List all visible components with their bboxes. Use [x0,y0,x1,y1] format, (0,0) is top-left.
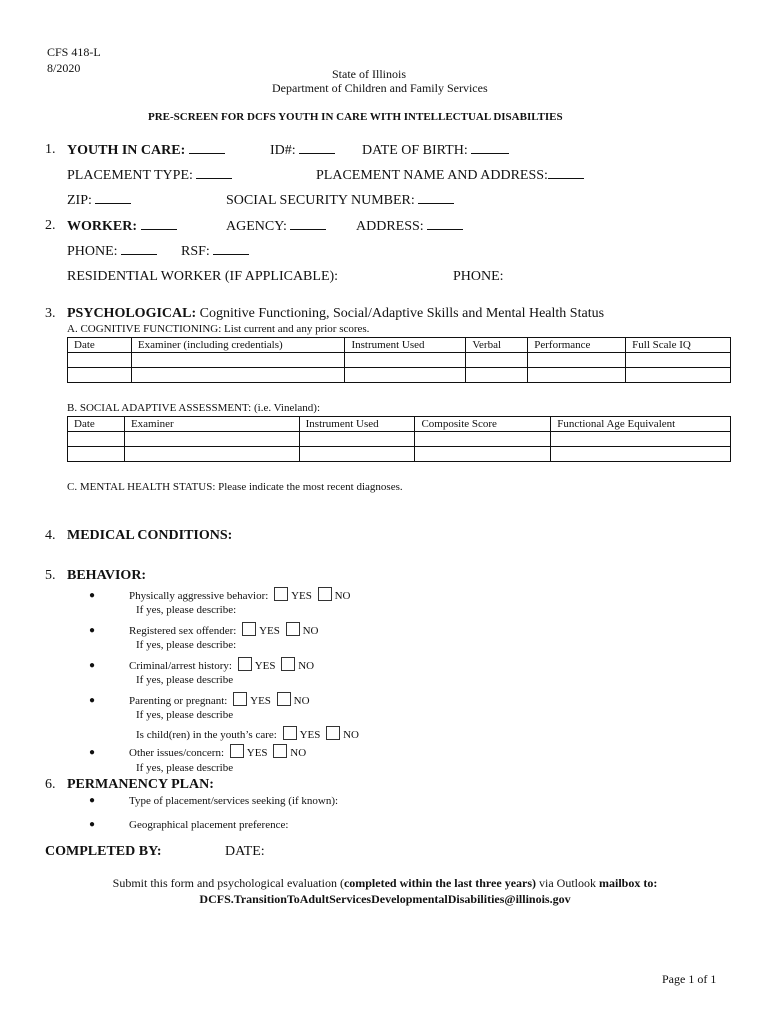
column-header: Date [68,417,125,432]
column-header: Composite Score [415,417,551,432]
behavior-item-criminal: ● Criminal/arrest history: YES NO [89,657,314,672]
table-cell[interactable] [626,353,731,368]
column-header: Verbal [466,338,528,353]
table-cell[interactable] [466,368,528,383]
column-header: Full Scale IQ [626,338,731,353]
table-cell[interactable] [551,432,731,447]
column-header: Performance [528,338,626,353]
placement-name-label: PLACEMENT NAME AND ADDRESS: [316,167,584,184]
dob-field[interactable] [471,142,509,154]
table-header-row [68,417,731,432]
no-checkbox[interactable] [286,622,300,636]
column-header: Instrument Used [299,417,415,432]
permanency-item-type: ● Type of placement/services seeking (if known): [89,795,339,807]
yes-checkbox[interactable] [274,587,288,601]
behavior-heading: BEHAVIOR: [67,568,147,583]
no-checkbox[interactable] [277,692,291,706]
placement-type-label: PLACEMENT TYPE: [67,167,232,184]
table-row [68,368,731,383]
zip-label: ZIP: [67,192,131,209]
date-label: DATE: [225,844,265,859]
column-header: Instrument Used [345,338,466,353]
table-cell[interactable] [68,447,125,462]
no-checkbox[interactable] [318,587,332,601]
column-header: Functional Age Equivalent [551,417,731,432]
table-cell[interactable] [131,353,345,368]
form-date: 8/2020 [47,61,81,75]
agency-field[interactable] [290,218,326,230]
bullet-icon: ● [89,695,96,706]
table-cell[interactable] [345,353,466,368]
bullet-icon: ● [89,660,96,671]
completed-by-label: COMPLETED BY: [45,844,162,859]
no-checkbox[interactable] [281,657,295,671]
describe-prompt: If yes, please describe: [136,604,237,616]
table-cell[interactable] [528,353,626,368]
bullet-icon: ● [89,590,96,601]
table-cell[interactable] [415,447,551,462]
placement-name-field[interactable] [548,167,584,179]
yes-checkbox[interactable] [238,657,252,671]
cognitive-table [67,337,731,383]
state-name: State of Illinois [332,67,406,81]
describe-prompt: If yes, please describe [136,674,234,686]
zip-field[interactable] [95,192,131,204]
section-3-number: 3. [45,306,56,321]
table-cell[interactable] [68,353,132,368]
residential-worker-label: RESIDENTIAL WORKER (IF APPLICABLE): [67,269,339,284]
address-field[interactable] [427,218,463,230]
column-header: Date [68,338,132,353]
section-5-number: 5. [45,568,56,583]
bullet-icon: ● [89,819,96,830]
table-header-row [68,338,731,353]
describe-prompt: If yes, please describe [136,709,234,721]
table-cell[interactable] [68,432,125,447]
behavior-item-parenting: ● Parenting or pregnant: YES NO [89,692,310,707]
behavior-item-aggressive: ● Physically aggressive behavior: YES NO [89,587,350,602]
table-cell[interactable] [299,432,415,447]
behavior-item-other: ● Other issues/concern: YES NO [89,744,306,759]
medical-conditions-heading: MEDICAL CONDITIONS: [67,528,233,543]
ssn-field[interactable] [418,192,454,204]
rsf-field[interactable] [213,243,249,255]
address-label: ADDRESS: [356,218,463,235]
child-in-care-question: Is child(ren) in the youth’s care: YES NO [136,726,359,741]
dob-label: DATE OF BIRTH: [362,142,509,159]
form-id: CFS 418-L [47,45,101,59]
yes-checkbox[interactable] [230,744,244,758]
placement-type-field[interactable] [196,167,232,179]
table-cell[interactable] [345,368,466,383]
youth-in-care-label: YOUTH IN CARE: [67,142,225,159]
yes-checkbox[interactable] [233,692,247,706]
table-cell[interactable] [528,368,626,383]
submission-email-link[interactable]: DCFS.TransitionToAdultServicesDevelopmentalDisabilities@illinois.gov [199,892,571,906]
worker-field[interactable] [141,218,177,230]
describe-prompt: If yes, please describe: [136,639,237,651]
agency-label: AGENCY: [226,218,326,235]
residential-phone-label: PHONE: [453,269,504,284]
bullet-icon: ● [89,625,96,636]
section-2-number: 2. [45,218,56,233]
bullet-icon: ● [89,747,96,758]
table-cell[interactable] [124,432,299,447]
rsf-label: RSF: [181,243,249,260]
department-name: Department of Children and Family Services [272,81,488,95]
table-cell[interactable] [124,447,299,462]
table-cell[interactable] [68,368,132,383]
page-number: Page 1 of 1 [662,972,717,986]
table-row [68,447,731,462]
yes-checkbox[interactable] [283,726,297,740]
table-cell[interactable] [466,353,528,368]
column-header: Examiner [124,417,299,432]
no-checkbox[interactable] [326,726,340,740]
worker-label: WORKER: [67,218,177,235]
submit-instructions: Submit this form and psychological evaluation (completed within the last three years) via Outlook mailbox to: [112,876,658,890]
yes-checkbox[interactable] [242,622,256,636]
table-cell[interactable] [626,368,731,383]
permanency-plan-heading: PERMANENCY PLAN: [67,777,214,792]
section-6-number: 6. [45,777,56,792]
phone-label: PHONE: [67,243,157,260]
section-4-number: 4. [45,528,56,543]
no-checkbox[interactable] [273,744,287,758]
column-header: Examiner (including credentials) [131,338,345,353]
table-cell[interactable] [131,368,345,383]
social-adaptive-label: B. SOCIAL ADAPTIVE ASSESSMENT: (i.e. Vineland): [67,402,321,414]
table-row [68,432,731,447]
id-label: ID#: [270,142,335,159]
psychological-heading: PSYCHOLOGICAL: Cognitive Functioning, Social/Adaptive Skills and Mental Health Status [67,306,605,321]
bullet-icon: ● [89,795,96,806]
table-cell[interactable] [551,447,731,462]
phone-field[interactable] [121,243,157,255]
id-field[interactable] [299,142,335,154]
ssn-label: SOCIAL SECURITY NUMBER: [226,192,454,209]
youth-in-care-field[interactable] [189,142,225,154]
social-adaptive-table [67,416,731,462]
table-row [68,353,731,368]
behavior-item-sex-offender: ● Registered sex offender: YES NO [89,622,319,637]
table-cell[interactable] [299,447,415,462]
permanency-item-geography: ● Geographical placement preference: [89,819,289,831]
cognitive-functioning-label: A. COGNITIVE FUNCTIONING: List current and any prior scores. [67,323,370,335]
mental-health-label: C. MENTAL HEALTH STATUS: Please indicate the most recent diagnoses. [67,481,403,493]
describe-prompt: If yes, please describe [136,762,234,774]
table-cell[interactable] [415,432,551,447]
section-1-number: 1. [45,142,56,157]
form-title: PRE-SCREEN FOR DCFS YOUTH IN CARE WITH INTELLECTUAL DISABILTIES [148,111,563,123]
